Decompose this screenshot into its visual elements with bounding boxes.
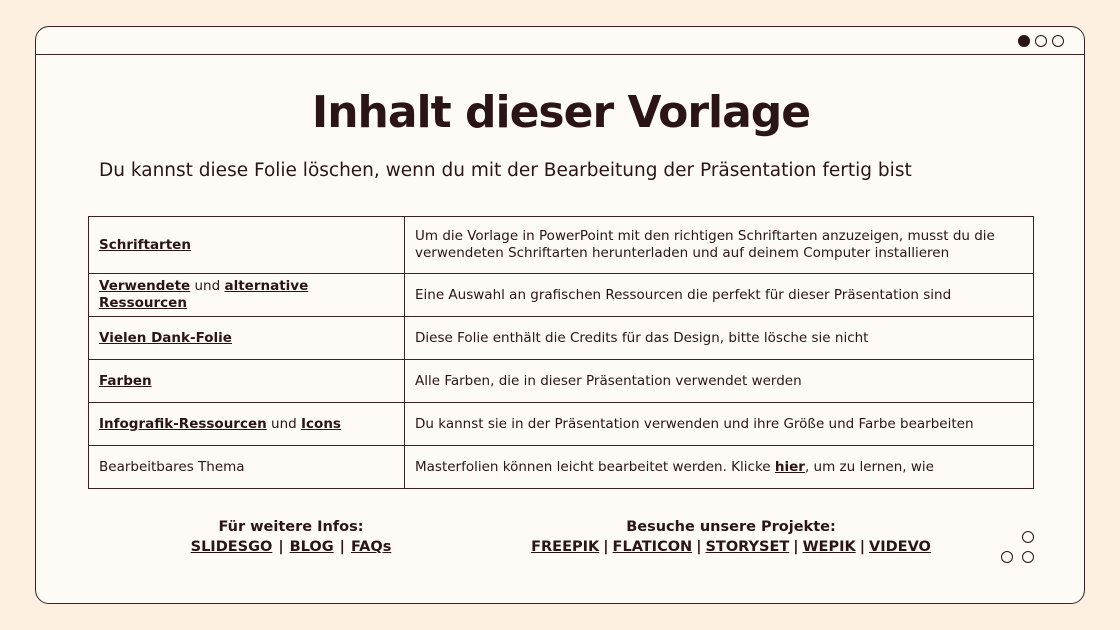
link-blog[interactable]: BLOG — [289, 539, 334, 555]
connector-text: und — [266, 415, 302, 432]
slide-title: Inhalt dieser Vorlage — [311, 87, 811, 138]
circle-icon — [1052, 35, 1064, 47]
link-flaticon[interactable]: FLATICON — [612, 539, 693, 555]
footer-projects — [506, 517, 956, 557]
link-videvo[interactable]: VIDEVO — [869, 539, 931, 555]
link-freepik[interactable]: FREEPIK — [531, 539, 600, 555]
link-farben[interactable]: Farben — [99, 372, 152, 389]
separator: | — [603, 539, 609, 555]
link-icons[interactable]: Icons — [301, 415, 341, 432]
table-row — [89, 317, 1034, 360]
separator: | — [339, 539, 345, 555]
separator: | — [859, 539, 866, 555]
content-table — [88, 216, 1034, 489]
circle-icon — [1001, 551, 1013, 563]
table-cell-topic: Bearbeitbares Thema — [89, 446, 405, 489]
table-cell-topic — [89, 360, 405, 403]
circle-icon — [1022, 551, 1034, 563]
table-row — [89, 403, 1034, 446]
circle-icon — [1022, 531, 1034, 543]
circle-icon — [1035, 35, 1047, 47]
table-row — [89, 274, 1034, 317]
link-slidesgo[interactable]: SLIDESGO — [190, 539, 273, 555]
description-text: , um zu lernen, wie — [804, 458, 934, 475]
footer-info-links — [176, 537, 406, 557]
table-cell-description: Eine Auswahl an grafischen Ressourcen die perfekt für dieser Präsentation sind — [405, 274, 1034, 317]
separator: | — [278, 539, 284, 555]
window-dots — [1018, 35, 1064, 47]
table-cell-description: Um die Vorlage in PowerPoint mit den richtigen Schriftarten anzuzeigen, musst du die verwendeten Schriftarten herunterladen und auf deinem Computer installieren — [405, 217, 1034, 274]
table-cell-description: Du kannst sie in der Präsentation verwenden und ihre Größe und Farbe bearbeiten — [405, 403, 1034, 446]
description-text: Masterfolien können leicht bearbeitet werden. Klicke — [415, 458, 775, 475]
table-cell-description — [405, 446, 1034, 489]
table-row — [89, 217, 1034, 274]
slide-frame — [35, 26, 1085, 604]
link-alternative-ressourcen[interactable]: alternative Ressourcen — [99, 278, 309, 311]
separator: | — [696, 539, 702, 555]
window-bar — [36, 27, 1084, 55]
separator: | — [793, 539, 799, 555]
footer-projects-links — [506, 537, 956, 557]
footer-info — [176, 517, 406, 557]
table-row — [89, 360, 1034, 403]
footer-projects-heading: Besuche unsere Projekte: — [626, 519, 836, 535]
table-cell-description: Alle Farben, die in dieser Präsentation verwendet werden — [405, 360, 1034, 403]
filled-circle-icon — [1018, 35, 1030, 47]
link-storyset[interactable]: STORYSET — [705, 539, 790, 555]
link-faqs[interactable]: FAQs — [350, 539, 392, 555]
link-vielen-dank-folie[interactable]: Vielen Dank-Folie — [99, 329, 232, 346]
connector-text: und — [190, 278, 225, 294]
link-infografik-ressourcen[interactable]: Infografik-Ressourcen — [99, 415, 267, 432]
table-cell-description: Diese Folie enthält die Credits für das Design, bitte lösche sie nicht — [405, 317, 1034, 360]
table-cell-topic — [89, 274, 405, 317]
table-row — [89, 446, 1034, 489]
table-cell-topic — [89, 317, 405, 360]
decorative-circles-icon — [1001, 531, 1041, 571]
link-wepik[interactable]: WEPIK — [802, 539, 856, 555]
link-hier[interactable]: hier — [774, 458, 805, 475]
table-cell-topic — [89, 217, 405, 274]
footer-info-heading: Für weitere Infos: — [218, 519, 364, 535]
slide-subtitle: Du kannst diese Folie löschen, wenn du mit der Bearbeitung der Präsentation fertig bist — [99, 160, 912, 181]
link-schriftarten[interactable]: Schriftarten — [99, 236, 191, 253]
link-verwendete[interactable]: Verwendete — [99, 278, 191, 294]
table-cell-topic — [89, 403, 405, 446]
